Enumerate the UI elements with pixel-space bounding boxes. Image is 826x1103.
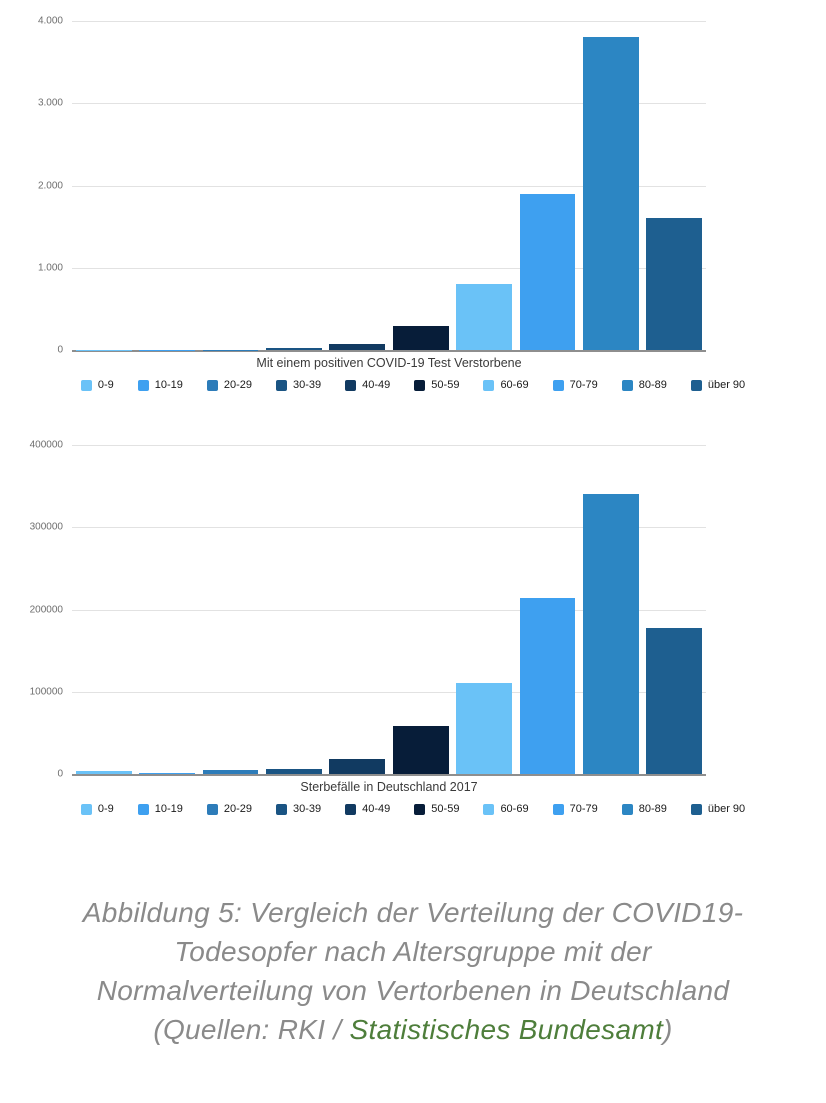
legend-item-80-89 xyxy=(622,379,667,391)
bar-slot-10-19 xyxy=(135,445,198,774)
bar-60-69 xyxy=(456,683,512,774)
bar-70-79 xyxy=(520,598,576,774)
legend-item-50-59 xyxy=(414,803,459,815)
bar-slot-10-19 xyxy=(135,21,198,350)
y-axis-tick-label: 200000 xyxy=(30,604,63,615)
legend-swatch-icon xyxy=(345,380,356,391)
legend-swatch-icon xyxy=(414,380,425,391)
covid-deaths-by-age-chart xyxy=(0,21,826,391)
legend-item-50-59 xyxy=(414,379,459,391)
legend-swatch-icon xyxy=(691,804,702,815)
legend-label: 10-19 xyxy=(155,803,183,815)
bar-30-39 xyxy=(266,769,322,774)
y-axis-tick-label: 1.000 xyxy=(38,262,63,273)
legend-item-70-79 xyxy=(553,803,598,815)
legend-label: über 90 xyxy=(708,379,745,391)
plot-area xyxy=(72,21,706,352)
caption-sources-suffix: ) xyxy=(663,1014,673,1045)
bar-über 90 xyxy=(646,628,702,774)
caption-line-sources xyxy=(0,1010,826,1049)
legend-label: 70-79 xyxy=(570,803,598,815)
legend-swatch-icon xyxy=(81,380,92,391)
bar-slot-60-69 xyxy=(452,445,515,774)
bar-slot-50-59 xyxy=(389,445,452,774)
legend-label: 10-19 xyxy=(155,379,183,391)
legend-label: 30-39 xyxy=(293,803,321,815)
bar-80-89 xyxy=(583,494,639,774)
bars-group xyxy=(72,445,706,774)
legend-item-40-49 xyxy=(345,803,390,815)
bar-0-9 xyxy=(76,771,132,774)
legend-item-20-29 xyxy=(207,803,252,815)
legend-item-70-79 xyxy=(553,379,598,391)
legend-label: 50-59 xyxy=(431,803,459,815)
y-axis-tick-label: 0 xyxy=(57,345,63,356)
legend xyxy=(0,379,826,391)
bar-40-49 xyxy=(329,344,385,350)
legend-item-60-69 xyxy=(483,379,528,391)
bar-slot-0-9 xyxy=(72,21,135,350)
bar-slot-30-39 xyxy=(262,445,325,774)
bar-slot-80-89 xyxy=(579,21,642,350)
x-axis-title: Mit einem positiven COVID-19 Test Verstorbene xyxy=(72,352,706,370)
bar-slot-70-79 xyxy=(516,21,579,350)
legend-item-über 90 xyxy=(691,803,745,815)
legend-swatch-icon xyxy=(483,804,494,815)
y-axis-tick-label: 400000 xyxy=(30,440,63,451)
bar-slot-50-59 xyxy=(389,21,452,350)
bar-slot-40-49 xyxy=(326,21,389,350)
bar-40-49 xyxy=(329,759,385,774)
legend-item-30-39 xyxy=(276,803,321,815)
bar-slot-80-89 xyxy=(579,445,642,774)
legend-label: 0-9 xyxy=(98,803,114,815)
caption-line: Todesopfer nach Altersgruppe mit der xyxy=(0,932,826,971)
y-axis-tick-label: 4.000 xyxy=(38,16,63,27)
y-axis-tick-label: 100000 xyxy=(30,686,63,697)
legend-label: 80-89 xyxy=(639,379,667,391)
deaths-2017-by-age-chart xyxy=(0,445,826,815)
legend-swatch-icon xyxy=(345,804,356,815)
legend-label: 20-29 xyxy=(224,803,252,815)
legend-swatch-icon xyxy=(138,380,149,391)
bar-slot-20-29 xyxy=(199,21,262,350)
bar-60-69 xyxy=(456,284,512,350)
y-axis-tick-label: 300000 xyxy=(30,522,63,533)
y-axis-tick-label: 0 xyxy=(57,769,63,780)
bars-group xyxy=(72,21,706,350)
bar-20-29 xyxy=(203,770,259,774)
caption-line: Abbildung 5: Vergleich der Verteilung der COVID19- xyxy=(0,893,826,932)
legend-swatch-icon xyxy=(81,804,92,815)
bar-über 90 xyxy=(646,218,702,350)
legend-label: 80-89 xyxy=(639,803,667,815)
legend-swatch-icon xyxy=(553,804,564,815)
bar-slot-0-9 xyxy=(72,445,135,774)
legend-swatch-icon xyxy=(622,380,633,391)
bar-80-89 xyxy=(583,37,639,350)
bar-70-79 xyxy=(520,194,576,350)
legend-item-10-19 xyxy=(138,379,183,391)
legend-label: 70-79 xyxy=(570,379,598,391)
legend-label: 60-69 xyxy=(500,803,528,815)
legend-swatch-icon xyxy=(138,804,149,815)
legend-item-80-89 xyxy=(622,803,667,815)
legend-item-0-9 xyxy=(81,379,114,391)
bar-slot-über 90 xyxy=(643,21,706,350)
legend-label: 20-29 xyxy=(224,379,252,391)
legend-swatch-icon xyxy=(276,804,287,815)
figure-caption xyxy=(0,893,826,1049)
legend-swatch-icon xyxy=(483,380,494,391)
caption-sources-prefix: (Quellen: RKI / xyxy=(153,1014,349,1045)
legend xyxy=(0,803,826,815)
legend-item-20-29 xyxy=(207,379,252,391)
legend-swatch-icon xyxy=(553,380,564,391)
bar-slot-40-49 xyxy=(326,445,389,774)
bar-slot-70-79 xyxy=(516,445,579,774)
legend-label: 60-69 xyxy=(500,379,528,391)
legend-label: 40-49 xyxy=(362,803,390,815)
bar-slot-60-69 xyxy=(452,21,515,350)
legend-item-40-49 xyxy=(345,379,390,391)
legend-item-30-39 xyxy=(276,379,321,391)
legend-swatch-icon xyxy=(276,380,287,391)
caption-line: Normalverteilung von Vertorbenen in Deutschland xyxy=(0,971,826,1010)
legend-swatch-icon xyxy=(207,804,218,815)
legend-label: 0-9 xyxy=(98,379,114,391)
bar-30-39 xyxy=(266,348,322,350)
legend-swatch-icon xyxy=(622,804,633,815)
bar-50-59 xyxy=(393,726,449,774)
plot-area xyxy=(72,445,706,776)
bar-50-59 xyxy=(393,326,449,350)
bar-slot-20-29 xyxy=(199,445,262,774)
legend-item-60-69 xyxy=(483,803,528,815)
legend-swatch-icon xyxy=(691,380,702,391)
bar-slot-über 90 xyxy=(643,445,706,774)
y-axis-tick-label: 2.000 xyxy=(38,180,63,191)
statistisches-bundesamt-link[interactable]: Statistisches Bundesamt xyxy=(350,1014,664,1045)
legend-item-10-19 xyxy=(138,803,183,815)
legend-swatch-icon xyxy=(207,380,218,391)
y-axis-tick-label: 3.000 xyxy=(38,98,63,109)
bar-slot-30-39 xyxy=(262,21,325,350)
legend-label: 50-59 xyxy=(431,379,459,391)
legend-item-über 90 xyxy=(691,379,745,391)
legend-item-0-9 xyxy=(81,803,114,815)
bar-10-19 xyxy=(139,773,195,774)
legend-swatch-icon xyxy=(414,804,425,815)
legend-label: 40-49 xyxy=(362,379,390,391)
legend-label: über 90 xyxy=(708,803,745,815)
x-axis-title: Sterbefälle in Deutschland 2017 xyxy=(72,776,706,794)
legend-label: 30-39 xyxy=(293,379,321,391)
